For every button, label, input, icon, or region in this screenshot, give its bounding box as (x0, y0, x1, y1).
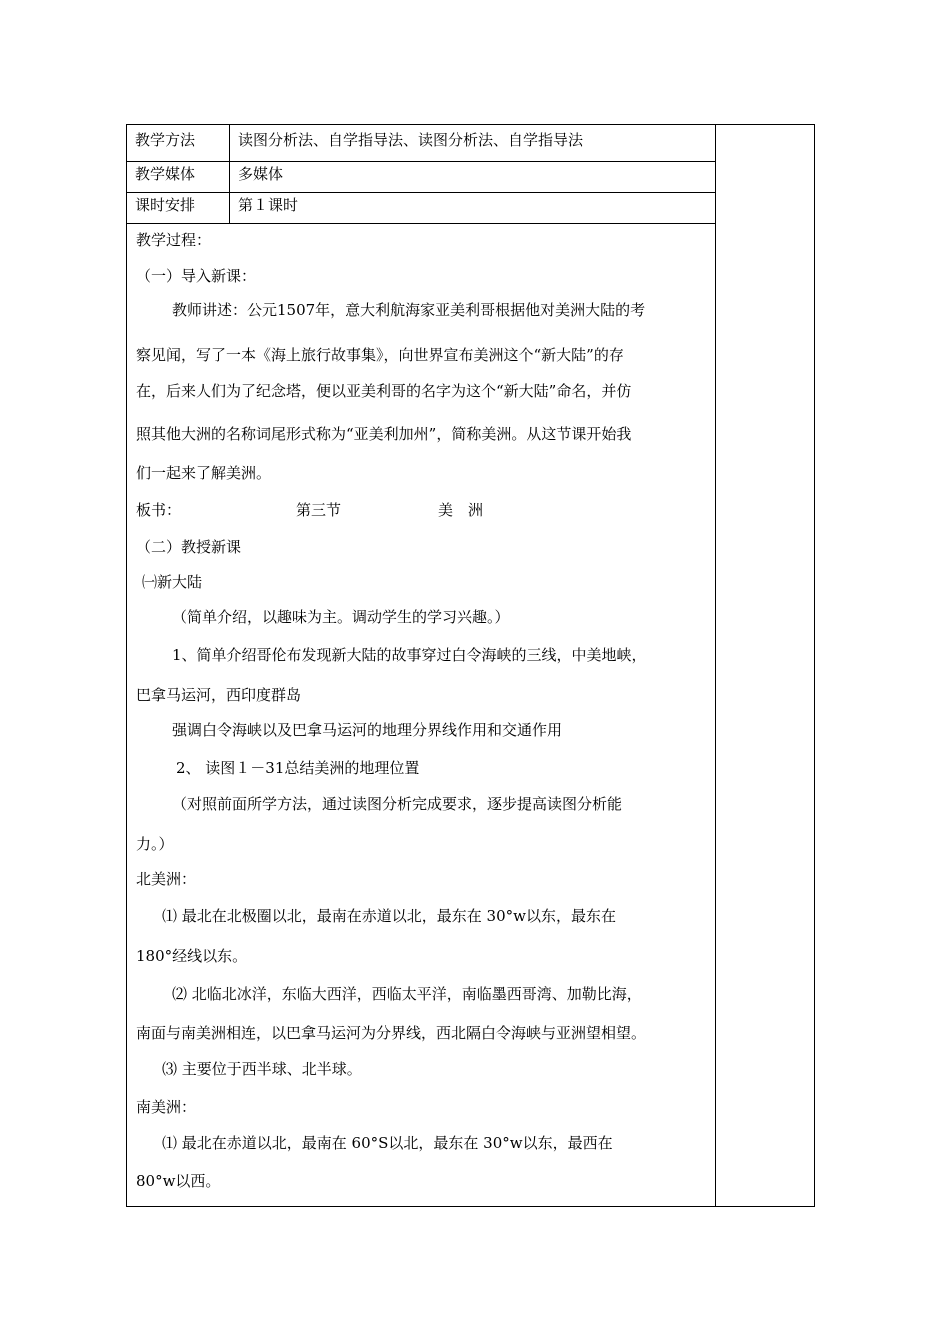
board-title: 美 洲 (438, 501, 484, 519)
process-heading: 教学过程： (136, 231, 212, 249)
row-label-media: 教学媒体 (135, 165, 196, 183)
row-value-method: 读图分析法、自学指导法、读图分析法、自学指导法 (238, 131, 584, 149)
north-america-p2: ⑵ 北临北冰洋，东临大西洋，西临太平洋，南临墨西哥湾、加勒比海， (172, 985, 642, 1003)
row-value-schedule: 第１课时 (238, 196, 299, 214)
table-label-divider (229, 124, 230, 224)
emphasis-line: 强调白令海峡以及巴拿马运河的地理分界线作用和交通作用 (172, 721, 563, 739)
intro-line: 察见闻，写了一本《海上旅行故事集》，向世界宣布美洲这个“新大陆”的存 (136, 346, 624, 364)
north-america-p1: ⑴ 最北在北极圈以北，最南在赤道以北，最东在 30°w以东，最东在 (162, 907, 616, 925)
table-border-bottom (126, 1206, 815, 1207)
south-america-p1: 80°w以西。 (136, 1172, 221, 1190)
north-america-title: 北美洲： (136, 870, 197, 888)
row-value-media: 多媒体 (238, 165, 284, 183)
intro-line: 照其他大洲的名称词尾形式称为“亚美利加州”，简称美洲。从这节课开始我 (136, 425, 632, 443)
row-label-schedule: 课时安排 (135, 196, 196, 214)
item-2: 2、 读图１－31总结美洲的地理位置 (176, 759, 420, 777)
table-row-divider (126, 223, 716, 224)
section-2-title: （二）教授新课 (136, 538, 242, 556)
board-section: 第三节 (296, 501, 342, 519)
table-column-divider (715, 124, 716, 1207)
item-2-note: （对照前面所学方法，通过读图分析完成要求，逐步提高读图分析能 (172, 795, 623, 813)
table-row-divider (126, 192, 716, 193)
section-1-title: （一）导入新课： (136, 267, 257, 285)
north-america-p1: 180°经线以东。 (136, 947, 248, 965)
subsection-title: ㈠新大陆 (142, 573, 203, 591)
row-label-method: 教学方法 (135, 131, 196, 149)
north-america-p3: ⑶ 主要位于西半球、北半球。 (162, 1060, 362, 1078)
subsection-note: （简单介绍，以趣味为主。调动学生的学习兴趣。） (172, 608, 510, 626)
table-row-divider (126, 161, 716, 162)
board-label: 板书： (136, 501, 182, 519)
intro-line: 在，后来人们为了纪念塔，便以亚美利哥的名字为这个“新大陆”命名，并仿 (136, 382, 632, 400)
item-2-note: 力。） (136, 835, 174, 853)
table-border-right (814, 124, 815, 1207)
item-1-line: 1、简单介绍哥伦布发现新大陆的故事穿过白令海峡的三线，中美地峡， (172, 646, 647, 664)
intro-line: 们一起来了解美洲。 (136, 464, 272, 482)
table-border-left (126, 124, 127, 1207)
intro-line: 教师讲述：公元1507年，意大利航海家亚美利哥根据他对美洲大陆的考 (172, 301, 646, 319)
item-1-line: 巴拿马运河，西印度群岛 (136, 686, 302, 704)
north-america-p2: 南面与南美洲相连，以巴拿马运河为分界线，西北隔白令海峡与亚洲望相望。 (136, 1024, 647, 1042)
south-america-title: 南美洲： (136, 1098, 197, 1116)
south-america-p1: ⑴ 最北在赤道以北，最南在 60°S以北，最东在 30°w以东，最西在 (162, 1134, 613, 1152)
